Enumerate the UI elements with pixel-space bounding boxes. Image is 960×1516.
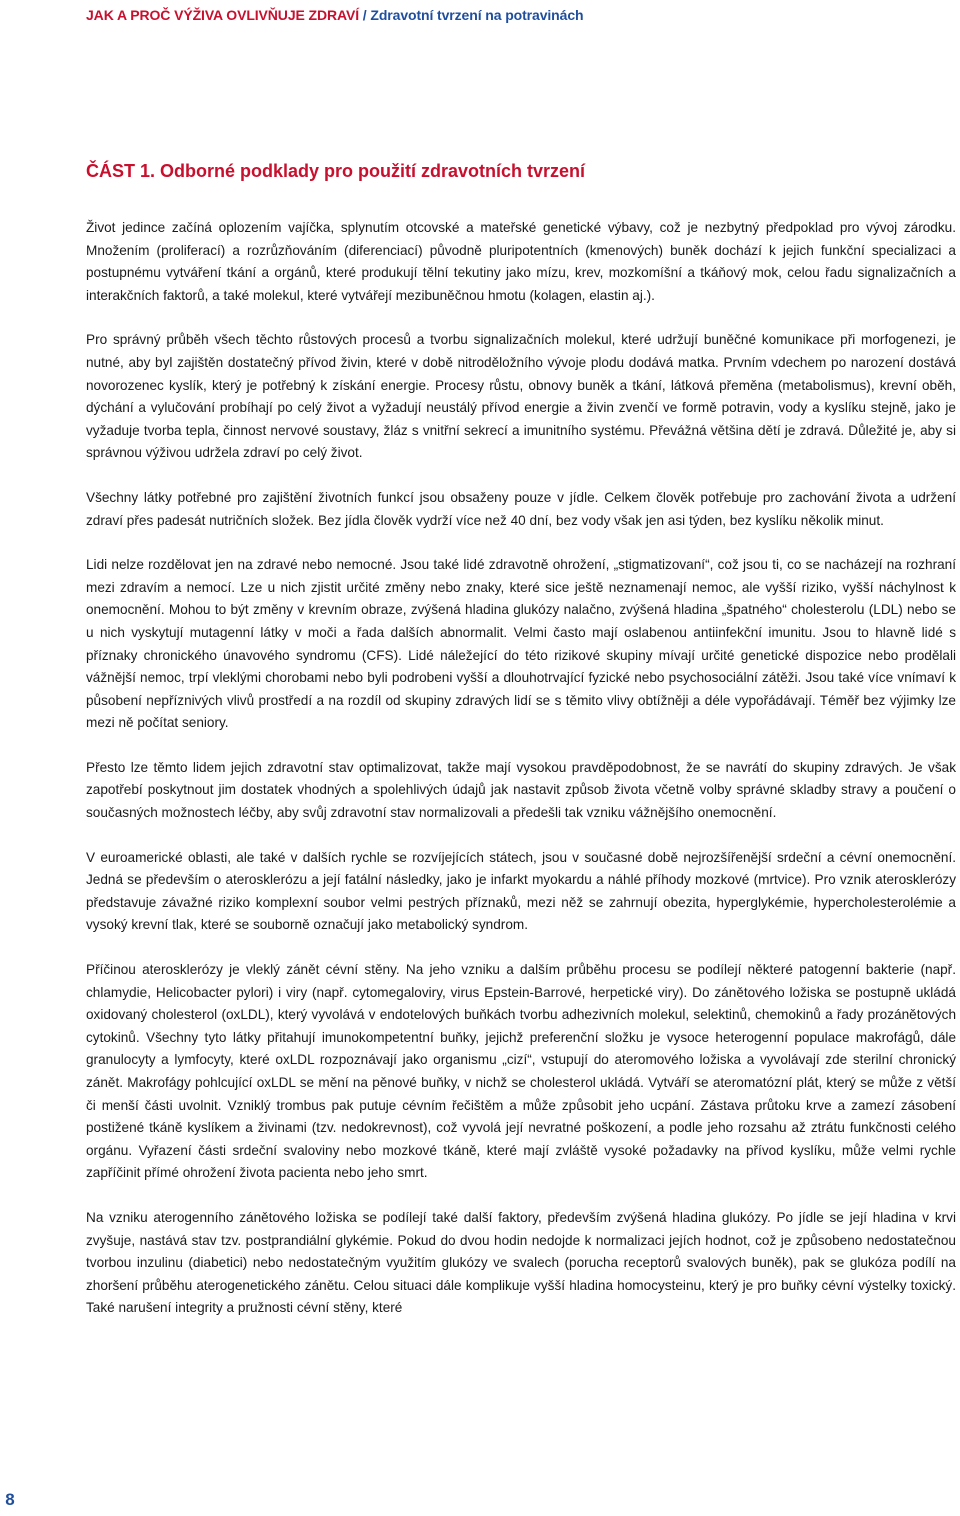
paragraph: Lidi nelze rozdělovat jen na zdravé nebo nemocné. Jsou také lidé zdravotně ohrožení, „stigmatizovaní“, což jsou ti, co se nacházejí na rozhraní mezi zdravím a nemocí. Lze u nich zjistit určité změny nebo znaky, které sice ještě neznamenají nemoc, ale vyšší riziko, vyšší náchylnost k onemocnění. Mohou to být změny v krevním obraze, zvýšená hladina glukózy nalačno, zvýšená hladina „špatného“ cholesterolu (LDL) nebo se u nich vyskytují mutagenní látky v moči a řada dalších abnormalit. Velmi často mají oslabenou antiinfekční imunitu. Jsou to hlavně lidé s příznaky chronického únavového syndromu (CFS). Lidé náležející do této rizikové skupiny mívají určité genetické dispozice nebo prodělali vážnější nemoc, trpí vleklými chorobami nebo byli podrobeni vyšší a dlouhotrvající fyzické nebo psychosociální zátěži. Jsou také více vnímaví k působení nepříznivých vlivů prostředí a na rozdíl od skupiny zdravých lidí se s těmito vlivy obtížněji a déle vypořádávají. Téměř bez výjimky lze mezi ně počítat seniory.	[86, 557, 956, 731]
paragraph: V euroamerické oblasti, ale také v dalších rychle se rozvíjejících státech, jsou v současné době nejrozšířenější srdeční a cévní onemocnění. Jedná se především o aterosklerózu a její fatální následky, jako je infarkt myokardu a náhlé příhody mozkové (mrtvice). Pro vznik aterosklerózy představuje závažné riziko komplexní soubor velmi pestrých příznaků, mezi něž se zahrnují obezita, hyperglykémie, hypercholesterolémie a vysoký krevní tlak, které se souborně označují jako metabolický syndrom.	[86, 849, 956, 933]
header-subtitle: Zdravotní tvrzení na potravinách	[370, 7, 584, 23]
paragraph: Všechny látky potřebné pro zajištění životních funkcí jsou obsaženy pouze v jídle. Celkem člověk potřebuje pro zachování života a udržení zdraví přes padesát nutričních složek. Bez jídla člověk vydrží více než 40 dní, bez vody však jen asi týden, bez kyslíku několik minut.	[86, 489, 956, 528]
section-title: ČÁST 1. Odborné podklady pro použití zdravotních tvrzení	[86, 161, 586, 181]
running-header	[86, 7, 946, 23]
header-separator: /	[359, 7, 371, 23]
paragraph: Na vzniku aterogenního zánětového ložiska se podílejí také další faktory, především zvýšená hladina glukózy. Po jídle se její hladina v krvi zvyšuje, nastává stav tzv. postprandiální glykémie. Pokud do dvou hodin nedojde k normalizaci jejích hodnot, což je způsobeno nedostatečnou tvorbou inzulinu (diabetici) nebo nedostatečným využitím glukózy ve svalech (porucha receptorů svalových buněk), pak se glukóza podílí na zhoršení průběhu aterogenetického zánětu. Celou situaci dále komplikuje vyšší hladina homocysteinu, který je pro buňky cévní výstelky toxický. Také narušení integrity a pružnosti cévní stěny, které	[86, 1209, 956, 1316]
paragraph: Pro správný průběh všech těchto růstových procesů a tvorbu signalizačních molekul, které udržují buněčné komunikace při morfogenezi, je nutné, aby byl zajištěn dostatečný přívod živin, které v době nitroděložního vývoje plodu dodává matka. Prvním vdechem po narození dostává novorozenec kyslík, který je potřebný k získání energie. Procesy růstu, obnovy buněk a tkání, látková přeměna (metabolismus), krevní oběh, dýchání a vylučování probíhají po celý život a vyžadují neustálý přívod energie a živin zvenčí ve formě potravin, vody a kyslíku stejně, jako je vyžaduje tvorba tepla, činnost nervové soustavy, žláz s vnitřní sekrecí a imunitního systému. Převážná většina dětí je zdravá. Důležité je, aby si správnou výživou udržela zdraví po celý život.	[86, 332, 956, 461]
page-number: 8	[5, 1490, 15, 1509]
paragraph: Přesto lze těmto lidem jejich zdravotní stav optimalizovat, takže mají vysokou pravděpodobnost, že se navrátí do skupiny zdravých. Je však zapotřebí poskytnout jim dostatek vhodných a spolehlivých údajů jak nastavit způsob života včetně volby správné skladby stravy a poučení o současných možnostech léčby, aby svůj zdravotní stav normalizovali a předešli tak vzniku vážnějšího onemocnění.	[86, 759, 956, 821]
header-main-title: JAK A PROČ VÝŽIVA OVLIVŇUJE ZDRAVÍ	[86, 7, 360, 23]
paragraph: Život jedince začíná oplozením vajíčka, splynutím otcovské a mateřské genetické výbavy, což je nezbytný předpoklad pro vývoj zárodku. Množením (proliferací) a rozrůzňováním (diferenciací) původně pluripotentních (kmenových) buněk dochází k jejich funkční specializaci a postupnému vytváření tkání a orgánů, které produkují tělní tekutiny jako mízu, krev, mozkomíšní a tkáňový mok, celou řadu signalizačních a interakčních faktorů, a také molekul, které vytvářejí mezibuněčnou hmotu (kolagen, elastin aj.).	[86, 220, 956, 303]
paragraph: Příčinou aterosklerózy je vleklý zánět cévní stěny. Na jeho vzniku a dalším průběhu procesu se podílejí některé patogenní bakterie (např. chlamydie, Helicobacter pylori) i viry (např. cytomegaloviry, virus Epstein-Barrové, herpetické viry). Do zánětového ložiska se postupně ukládá oxidovaný cholesterol (oxLDL), který vyvolává v endotelových buňkách tvorbu adhezivních molekul, selektinů, chemokinů a řady prozánětových cytokinů. Všechny tyto látky přitahují imunokompetentní buňky, jejichž preferenční složku je vysoce heterogenní populace makrofágů, dále granulocyty a lymfocyty, které oxLDL rozpoznávají jako organismu „cizí“, vstupují do ateromového ložiska a vyvolávají zde sterilní chronický zánět. Makrofágy pohlcující oxLDL se mění na pěnové buňky, v nichž se cholesterol ukládá. Vytváří se ateromatózní plát, který se může z větší či menší části uvolnit. Vzniklý trombus pak putuje cévním řečištěm a může způsobit jeho ucpání. Zástava průtoku krve a zamezí zásobení postižené tkáně kyslíkem a živinami (tzv. nedokrevnost), což vyvolá její nevratné poškození, a podle jeho rozsahu až ztrátu funkčnosti celého orgánu. Vyřazení části srdeční svaloviny nebo mozkové tkáně, které mají zvláště vysoké požadavky na přívod kyslíku, může velmi rychle zapříčinit přímé ohrožení života pacienta nebo jeho smrt.	[86, 962, 956, 1181]
body-text	[86, 217, 956, 1342]
